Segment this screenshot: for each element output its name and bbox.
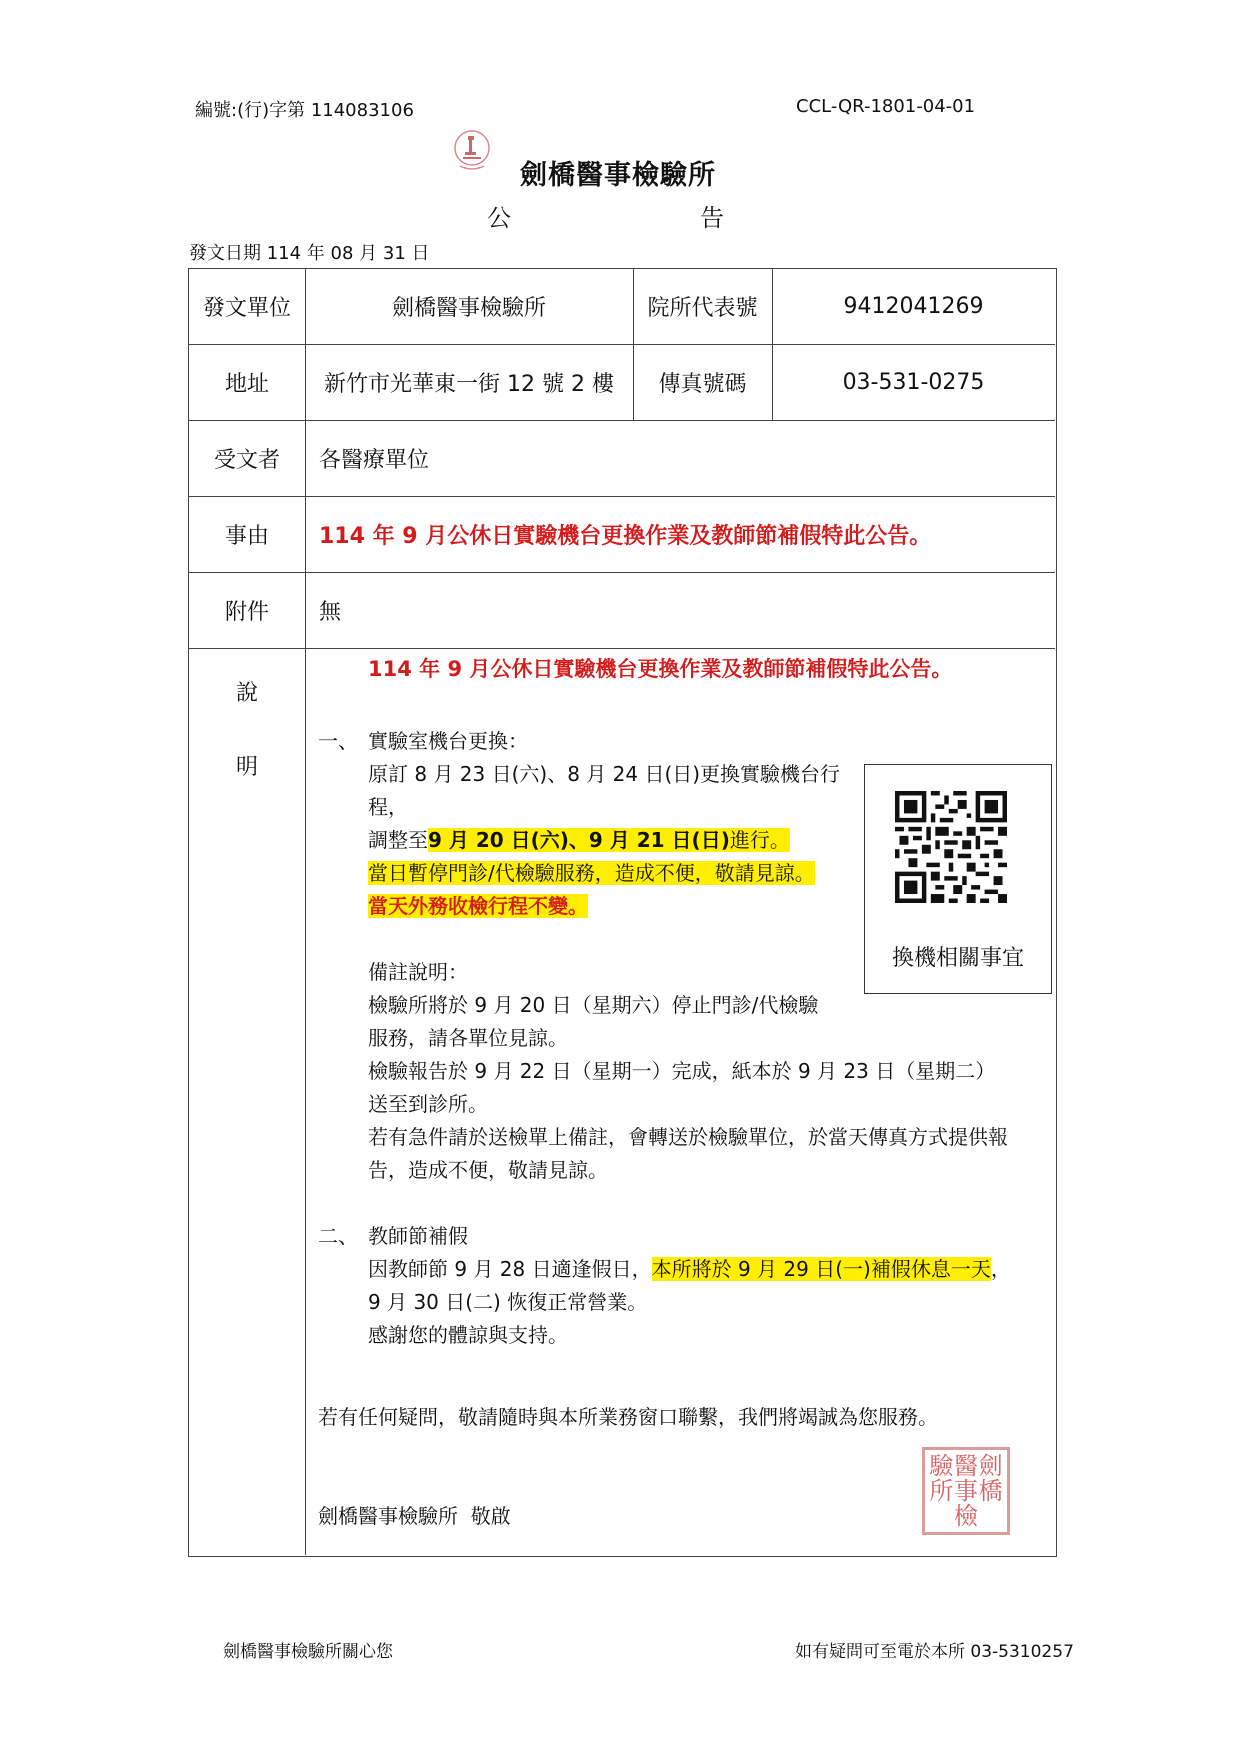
explanation-label-1: 說 <box>235 680 258 706</box>
notice-title-char-2: 告 <box>700 204 724 232</box>
section-2-line: 9 月 30 日(二) 恢復正常營業。 <box>368 1290 648 1314</box>
attachment-label: 附件 <box>224 600 269 625</box>
section-1-line: 程， <box>368 795 408 819</box>
recipient-label: 受文者 <box>213 448 280 473</box>
subject-value: 114 年 9 月公休日實驗機台更換作業及教師節補假特此公告。 <box>319 524 932 549</box>
attachment-value: 無 <box>319 600 342 625</box>
fax-label: 傳真號碼 <box>658 372 747 397</box>
section-2-line: 感謝您的體諒與支持。 <box>368 1323 568 1347</box>
note-line: 若有急件請於送檢單上備註，會轉送於檢驗單位，於當天傳真方式提供報 <box>368 1125 1008 1149</box>
section-1-number: 一、 <box>318 729 358 753</box>
reschedule-prefix: 調整至 <box>368 828 428 852</box>
code-value: 9412041269 <box>843 294 984 319</box>
fax-value: 03-531-0275 <box>842 370 985 395</box>
service-suspension-highlight: 當日暫停門診/代檢驗服務，造成不便，敬請見諒。 <box>368 861 815 885</box>
note-line: 檢驗報告於 9 月 22 日（星期一）完成，紙本於 9 月 23 日（星期二） <box>368 1059 996 1083</box>
explanation-headline: 114 年 9 月公休日實驗機台更換作業及教師節補假特此公告。 <box>368 657 953 681</box>
qr-code-icon[interactable] <box>895 791 1007 903</box>
reschedule-suffix: 進行。 <box>729 828 790 852</box>
note-line: 服務，請各單位見諒。 <box>368 1026 568 1050</box>
signature: 劍橋醫事檢驗所 敬啟 <box>318 1504 511 1528</box>
pickup-unchanged-highlight: 當天外務收檢行程不變。 <box>368 894 588 918</box>
explanation-label-2: 明 <box>235 754 258 780</box>
qr-code-box[interactable] <box>864 764 1052 994</box>
closing-text: 若有任何疑問，敬請隨時與本所業務窗口聯繫，我們將竭誠為您服務。 <box>318 1405 938 1429</box>
code-label: 院所代表號 <box>647 296 758 321</box>
footer-contact-text: 如有疑問可至電於本所 03-5310257 <box>795 1642 1074 1662</box>
section-2-number: 二、 <box>318 1224 358 1248</box>
notice-title-char-1: 公 <box>487 204 511 232</box>
section-1-line: 原訂 8 月 23 日(六)、8 月 24 日(日)更換實驗機台行 <box>368 762 841 786</box>
make-up-day-highlight: 本所將於 9 月 29 日(一)補假休息一天 <box>651 1257 991 1281</box>
microscope-logo-icon <box>450 128 494 174</box>
section-1-reschedule-line <box>368 824 790 857</box>
address-label: 地址 <box>224 372 269 397</box>
note-line: 送至到診所。 <box>368 1092 488 1116</box>
subject-label: 事由 <box>224 524 269 549</box>
note-line: 檢驗所將於 9 月 20 日（星期六）停止門診/代檢驗 <box>368 993 819 1017</box>
issuer-value: 劍橋醫事檢驗所 <box>391 296 546 321</box>
qr-caption: 換機相關事宜 <box>891 946 1024 971</box>
section-2-holiday-line <box>368 1253 1011 1286</box>
organization-title: 劍橋醫事檢驗所 <box>520 160 716 191</box>
footer-left-text: 劍橋醫事檢驗所關心您 <box>223 1642 393 1662</box>
section-1-title: 實驗室機台更換： <box>368 729 528 753</box>
issue-date: 發文日期 114 年 08 月 31 日 <box>189 243 430 264</box>
note-title: 備註說明： <box>368 960 468 984</box>
recipient-value: 各醫療單位 <box>319 448 430 473</box>
form-code: CCL-QR-1801-04-01 <box>796 96 976 117</box>
reschedule-dates-highlight: 9 月 20 日(六)、9 月 21 日(日) <box>428 828 730 852</box>
column-divider <box>305 269 306 1555</box>
address-value: 新竹市光華東一街 12 號 2 樓 <box>324 372 614 397</box>
document-number: 編號:(行)字第 114083106 <box>195 100 414 121</box>
section-2-title: 教師節補假 <box>368 1224 468 1248</box>
row-divider <box>189 648 1055 649</box>
issuer-label: 發文單位 <box>202 296 291 321</box>
company-seal-stamp: 驗 醫 劍 所 事 橋 檢 <box>922 1447 1010 1535</box>
holiday-suffix: ， <box>990 1257 1011 1281</box>
holiday-prefix: 因教師節 9 月 28 日適逢假日， <box>368 1257 652 1281</box>
note-line: 告，造成不便，敬請見諒。 <box>368 1158 608 1182</box>
